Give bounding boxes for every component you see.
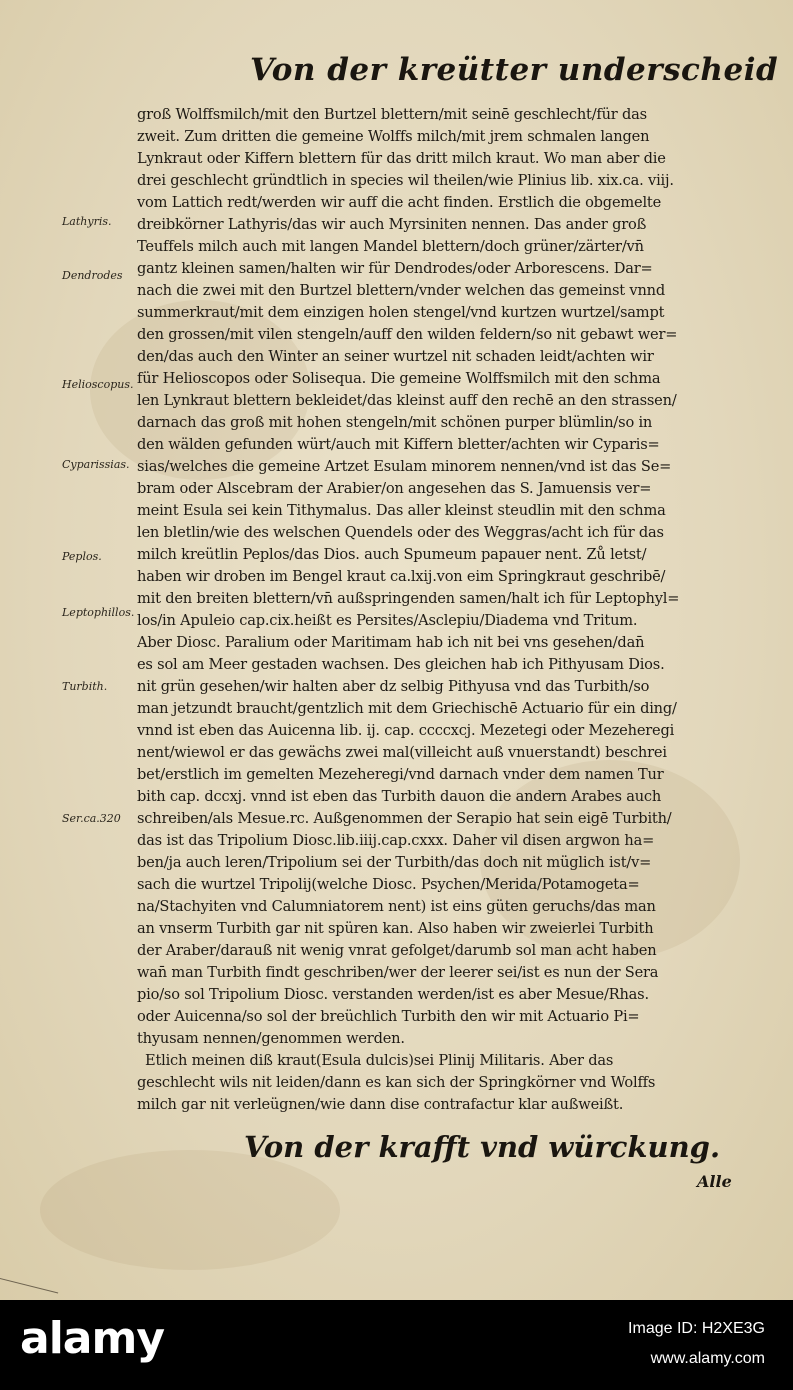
text-line: sach die wurtzel Tripolij(welche Diosc. Psychen/Merida/Potamogeta= bbox=[137, 876, 640, 893]
text-line: das ist das Tripolium Diosc.lib.iiij.cap.cxxx. Daher vil disen argwon ha= bbox=[137, 832, 655, 849]
text-line: bram oder Alscebram der Arabier/on angesehen das S. Jamuensis ver= bbox=[137, 480, 652, 497]
text-line: bith cap. dccxj. vnnd ist eben das Turbith dauon die andern Arabes auch bbox=[137, 788, 662, 805]
text-line: nit grün gesehen/wir halten aber dz selbig Pithyusa vnd das Turbith/so bbox=[137, 678, 650, 695]
text-line: den wälden gefunden würt/auch mit Kiffern bletter/achten wir Cyparis= bbox=[137, 436, 660, 453]
text-line: Aber Diosc. Paralium oder Maritimam hab ich nit bei vns gesehen/dan̄ bbox=[137, 634, 645, 651]
running-header: Von der kreütter underscheid bbox=[250, 52, 779, 88]
text-line: mit den breiten blettern/vn̄ außspringenden samen/halt ich für Leptophyl= bbox=[137, 590, 680, 607]
text-line: Etlich meinen diß kraut(Esula dulcis)sei Plinij Militaris. Aber das bbox=[145, 1052, 614, 1069]
paper-stain bbox=[40, 1150, 340, 1270]
text-line: nent/wiewol er das gewächs zwei mal(villeicht auß vnuerstandt) beschrei bbox=[137, 744, 667, 761]
text-line: Teuffels milch auch mit langen Mandel blettern/doch grüner/zärter/vn̄ bbox=[137, 238, 644, 255]
text-line: groß Wolffsmilch/mit den Burtzel blettern/mit seinē geschlecht/für das bbox=[137, 106, 647, 123]
text-line: pio/so sol Tripolium Diosc. verstanden werden/ist es aber Mesue/Rhas. bbox=[137, 986, 649, 1003]
text-line: geschlecht wils nit leiden/dann es kan sich der Springkörner vnd Wolffs bbox=[137, 1074, 656, 1091]
image-id-label: Image ID: H2XE3G bbox=[628, 1320, 765, 1337]
alamy-logo: alamy bbox=[20, 1313, 164, 1364]
text-line: sias/welches die gemeine Artzet Esulam minorem nennen/vnd ist das Se= bbox=[137, 458, 672, 475]
margin-note-cyparissias: Cyparissias. bbox=[62, 458, 130, 471]
margin-note-helioscopus: Helioscopus. bbox=[62, 378, 134, 391]
text-line: ben/ja auch leren/Tripolium sei der Turbith/das doch nit müglich ist/v= bbox=[137, 854, 652, 871]
text-line: der Araber/darauß nit wenig vnrat gefolget/darumb sol man acht haben bbox=[137, 942, 657, 959]
margin-note-leptophyllos: Leptophillos. bbox=[62, 606, 135, 619]
text-line: man jetzundt braucht/gentzlich mit dem Griechischē Actuario für ein ding/ bbox=[137, 700, 677, 717]
margin-note-turbith: Turbith. bbox=[62, 680, 108, 693]
text-line: schreiben/als Mesue.rc. Außgenommen der Serapio hat sein eigē Turbith/ bbox=[137, 810, 672, 827]
text-line: den grossen/mit vilen stengeln/auff den wilden feldern/so nit gebawt wer= bbox=[137, 326, 678, 343]
page-edge-mark bbox=[0, 1278, 58, 1293]
text-line: Lynkraut oder Kiffern blettern für das dritt milch kraut. Wo man aber die bbox=[137, 150, 666, 167]
text-line: vom Lattich redt/werden wir auff die acht finden. Erstlich die obgemelte bbox=[137, 194, 662, 211]
text-line: gantz kleinen samen/halten wir für Dendrodes/oder Arborescens. Dar= bbox=[137, 260, 653, 277]
watermark-bar bbox=[0, 1300, 793, 1390]
text-line: es sol am Meer gestaden wachsen. Des gleichen hab ich Pithyusam Dios. bbox=[137, 656, 665, 673]
text-line: vnnd ist eben das Auicenna lib. ij. cap. ccccxcj. Mezetegi oder Mezeheregi bbox=[137, 722, 675, 739]
text-line: wan̄ man Turbith findt geschriben/wer der leerer sei/ist es nun der Sera bbox=[137, 964, 659, 981]
text-line: dreibkörner Lathyris/das wir auch Myrsiniten nennen. Das ander groß bbox=[137, 216, 647, 233]
text-line: milch kreütlin Peplos/das Dios. auch Spumeum papauer nent. Zů letst/ bbox=[137, 546, 647, 563]
margin-note-dendrodes: Dendrodes bbox=[62, 269, 123, 282]
margin-note-lathyris: Lathyris. bbox=[62, 215, 112, 228]
text-line: thyusam nennen/genommen werden. bbox=[137, 1030, 405, 1047]
text-line: meint Esula sei kein Tithymalus. Das aller kleinst steudlin mit den schma bbox=[137, 502, 666, 519]
text-line: milch gar nit verleügnen/wie dann dise contrafactur klar außweißt. bbox=[137, 1096, 624, 1113]
section-heading: Von der krafft vnd würckung. bbox=[244, 1130, 721, 1164]
margin-note-serapio: Ser.ca.320 bbox=[62, 812, 121, 825]
watermark-url: www.alamy.com bbox=[650, 1350, 765, 1367]
text-line: den/das auch den Winter an seiner wurtzel nit schaden leidt/achten wir bbox=[137, 348, 654, 365]
text-line: len bletlin/wie des welschen Quendels oder des Weggras/acht ich für das bbox=[137, 524, 664, 541]
text-line: darnach das groß mit hohen stengeln/mit schönen purper blümlin/so in bbox=[137, 414, 653, 431]
text-line: nach die zwei mit den Burtzel blettern/vnder welchen das gemeinst vnnd bbox=[137, 282, 665, 299]
catchword: Alle bbox=[697, 1172, 732, 1191]
text-line: drei geschlecht gründtlich in species wil theilen/wie Plinius lib. xix.ca. viij. bbox=[137, 172, 674, 189]
margin-note-peplos: Peplos. bbox=[62, 550, 102, 563]
text-line: bet/erstlich im gemelten Mezeheregi/vnd darnach vnder dem namen Tur bbox=[137, 766, 664, 783]
text-line: na/Stachyiten vnd Calumniatorem nent) ist eins güten geruchs/das man bbox=[137, 898, 656, 915]
text-line: len Lynkraut blettern bekleidet/das kleinst auff den rechē an den strassen/ bbox=[137, 392, 677, 409]
text-line: summerkraut/mit dem einzigen holen stengel/vnd kurtzen wurtzel/sampt bbox=[137, 304, 665, 321]
text-line: für Helioscopos oder Solisequa. Die gemeine Wolffsmilch mit den schma bbox=[137, 370, 661, 387]
text-line: zweit. Zum dritten die gemeine Wolffs milch/mit jrem schmalen langen bbox=[137, 128, 650, 145]
text-line: los/in Apuleio cap.cix.heißt es Persites/Asclepiu/Diadema vnd Tritum. bbox=[137, 612, 638, 629]
text-line: an vnserm Turbith gar nit spüren kan. Also haben wir zweierlei Turbith bbox=[137, 920, 654, 937]
text-line: haben wir droben im Bengel kraut ca.lxij.von eim Springkraut geschribē/ bbox=[137, 568, 666, 585]
body-text bbox=[137, 104, 777, 1116]
text-line: oder Auicenna/so sol der breüchlich Turbith den wir mit Actuario Pi= bbox=[137, 1008, 640, 1025]
